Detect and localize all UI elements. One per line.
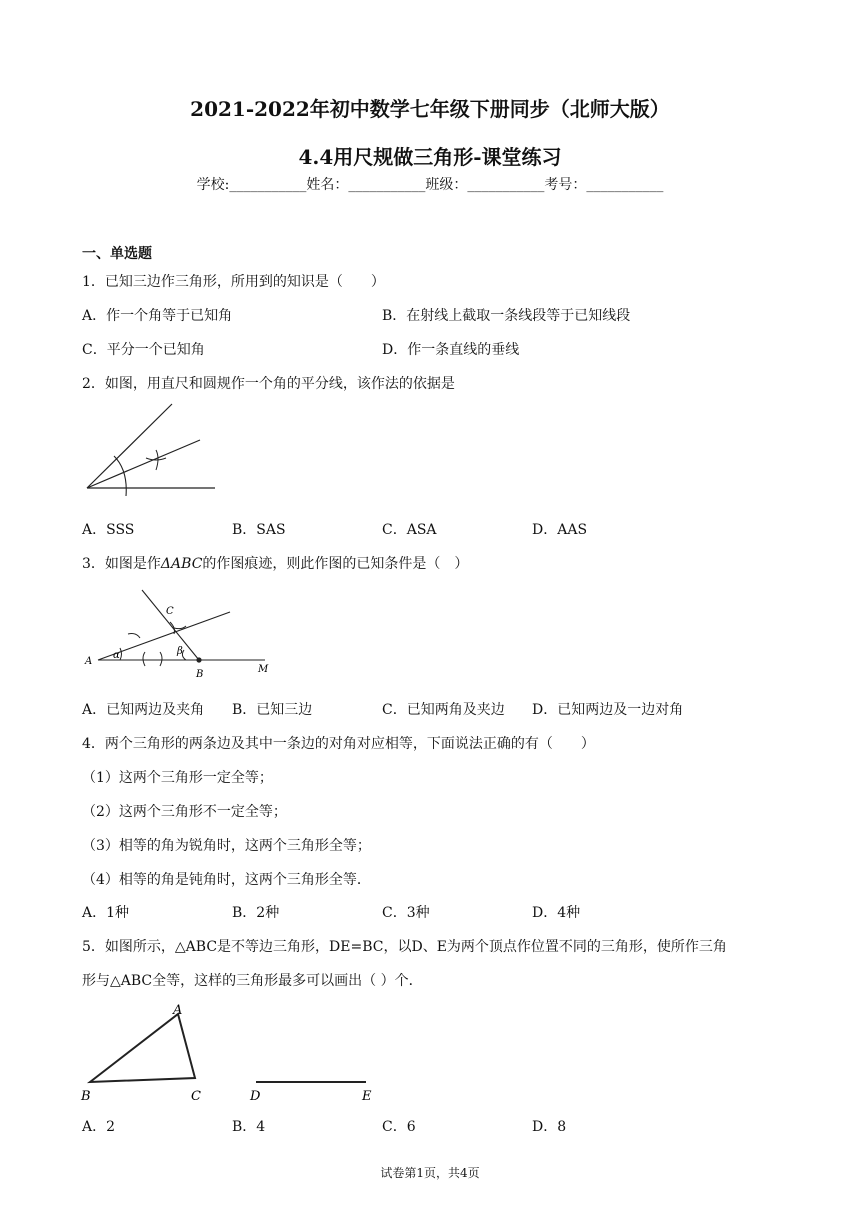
q2-option-d: D．AAS [532, 522, 588, 538]
question-3-stem [82, 553, 468, 573]
congruent-triangles-figure [78, 996, 378, 1106]
question-5-stem-line-1: 5．如图所示，△ABC是不等边三角形，DE=BC，以D、E为两个顶点作位置不同的三角形，使所作三角 [82, 939, 727, 955]
q1-option-a: A．作一个角等于已知角 [82, 308, 233, 324]
q1-option-b: B．在射线上截取一条线段等于已知线段 [382, 308, 631, 324]
q3-option-b: B．已知三边 [232, 702, 313, 718]
q5-label-d: D [250, 1089, 261, 1104]
q3-label-m: M [258, 664, 269, 675]
q3-stem-math: ΔABC [160, 556, 203, 572]
section-title: 一、单选题 [82, 246, 152, 262]
q3-label-c: C [166, 606, 174, 617]
question-2-stem: 2．如图，用直尺和圆规作一个角的平分线，该作法的依据是 [82, 376, 455, 392]
q3-label-b: B [196, 669, 204, 680]
title-line-1: 2021-2022年初中数学七年级下册同步（北师大版） [190, 97, 670, 121]
q3-stem-suffix: 的作图痕迹，则此作图的已知条件是（ ） [202, 556, 469, 572]
q4-statement-3: （3）相等的角为锐角时，这两个三角形全等； [82, 838, 371, 854]
q5-label-a: A [173, 1003, 183, 1018]
q5-label-e: E [362, 1089, 372, 1104]
q2-option-c: C．ASA [382, 522, 437, 538]
question-4-stem: 4．两个三角形的两条边及其中一条边的对角对应相等，下面说法正确的有（ ） [82, 736, 595, 752]
angle-bisector-figure [80, 398, 220, 500]
q3-option-a: A．已知两边及夹角 [82, 702, 205, 718]
triangle-construction-figure [80, 584, 280, 682]
q2-option-b: B．SAS [232, 522, 286, 538]
q5-option-c: C．6 [382, 1119, 416, 1135]
q5-label-b: B [81, 1089, 91, 1104]
q3-label-a: A [85, 656, 93, 667]
q4-option-d: D．4种 [532, 905, 581, 921]
q4-statement-1: （1）这两个三角形一定全等； [82, 770, 273, 786]
q3-label-alpha: α [113, 650, 120, 661]
q1-option-c: C．平分一个已知角 [82, 342, 205, 358]
page-footer: 试卷第1页，共4页 [380, 1166, 480, 1180]
q4-option-b: B．2种 [232, 905, 280, 921]
q5-option-a: A．2 [82, 1119, 116, 1135]
q4-statement-2: （2）这两个三角形不一定全等； [82, 804, 287, 820]
q3-label-beta: β [177, 646, 183, 657]
student-info-line: 学校:___________姓名：___________班级：___________考号：___________ [196, 177, 664, 193]
q3-stem-prefix: 3．如图是作 [82, 556, 161, 572]
question-5-stem-line-2: 形与△ABC全等，这样的三角形最多可以画出（ ）个． [82, 973, 423, 989]
q3-option-d: D．已知两边及一边对角 [532, 702, 684, 718]
q3-option-c: C．已知两角及夹边 [382, 702, 505, 718]
q5-option-d: D．8 [532, 1119, 567, 1135]
title-line-2: 4.4用尺规做三角形-课堂练习 [298, 145, 562, 169]
question-1-stem: 1．已知三边作三角形，所用到的知识是（ ） [82, 274, 385, 290]
q2-option-a: A．SSS [82, 522, 135, 538]
q4-option-a: A．1种 [82, 905, 130, 921]
q4-statement-4: （4）相等的角是钝角时，这两个三角形全等． [82, 872, 371, 888]
q5-option-b: B．4 [232, 1119, 266, 1135]
q1-option-d: D．作一条直线的垂线 [382, 342, 520, 358]
q4-option-c: C．3种 [382, 905, 430, 921]
q5-label-c: C [191, 1089, 201, 1104]
